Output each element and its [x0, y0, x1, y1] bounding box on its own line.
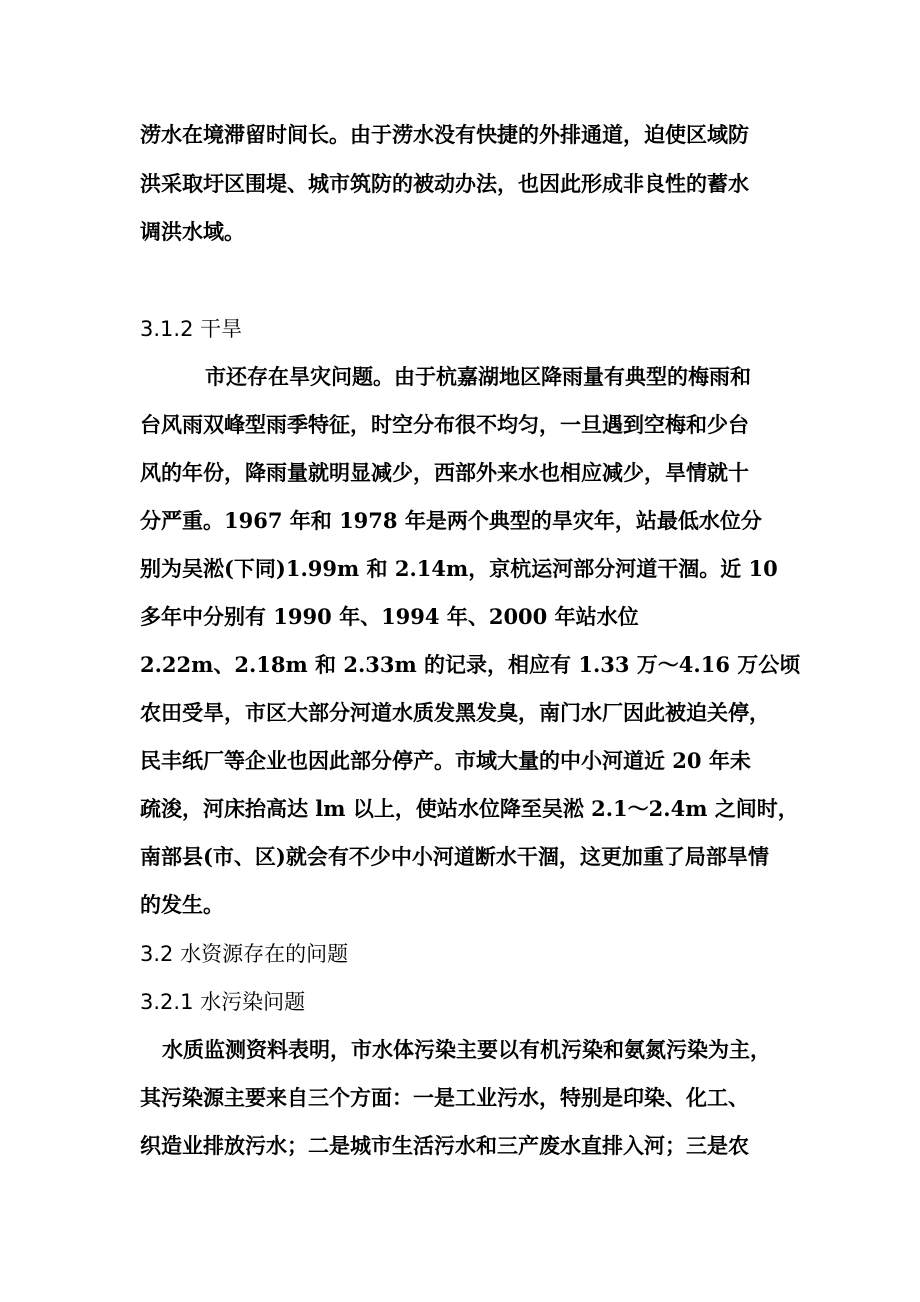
paragraph-drought-line-3: 风的年份，降雨量就明显减少，西部外来水也相应减少，旱情就十 [140, 460, 749, 485]
paragraph-drought-line-2: 台风雨双峰型雨季特征，时空分布很不均匀，一旦遇到空梅和少台 [140, 412, 749, 437]
paragraph-drought-line-9: 民丰纸厂等企业也因此部分停产。市域大量的中小河道近 20 年未 [140, 748, 751, 773]
paragraph-intro-line-3: 调洪水域。 [140, 219, 245, 244]
paragraph-intro-line-1: 涝水在境滞留时间长。由于涝水没有快捷的外排通道，迫使区域防 [140, 122, 749, 147]
paragraph-drought-line-6: 多年中分别有 1990 年、1994 年、2000 年站水位 [140, 604, 639, 629]
section-heading-water-resources: 3.2 水资源存在的问题 [140, 942, 349, 966]
paragraph-drought-line-11: 南部县(市、区)就会有不少中小河道断水干涸，这更加重了局部旱情 [140, 844, 769, 869]
paragraph-drought-line-8: 农田受旱，市区大部分河道水质发黑发臭，南门水厂因此被迫关停， [140, 700, 770, 725]
paragraph-drought-line-7: 2.22m、2.18m 和 2.33m 的记录，相应有 1.33 万～4.16 万公顷 [140, 652, 801, 677]
paragraph-pollution-line-1: 水质监测资料表明，市水体污染主要以有机污染和氨氮污染为主， [162, 1037, 771, 1062]
paragraph-drought-line-5: 别为吴淞(下同)1.99m 和 2.14m，京杭运河部分河道干涸。近 10 [140, 556, 778, 581]
paragraph-pollution-line-3: 织造业排放污水；二是城市生活污水和三产废水直排入河；三是农 [140, 1133, 749, 1158]
paragraph-drought-line-12: 的发生。 [140, 892, 224, 917]
paragraph-drought-line-4: 分严重。1967 年和 1978 年是两个典型的旱灾年，站最低水位分 [140, 508, 762, 533]
paragraph-pollution-line-2: 其污染源主要来自三个方面：一是工业污水，特别是印染、化工、 [140, 1085, 749, 1110]
paragraph-drought-line-1: 市还存在旱灾问题。由于杭嘉湖地区降雨量有典型的梅雨和 [205, 364, 751, 389]
paragraph-drought-line-10: 疏浚，河床抬高达 lm 以上，使站水位降至吴淞 2.1～2.4m 之间时， [140, 796, 799, 821]
paragraph-intro-line-2: 洪采取圩区围堤、城市筑防的被动办法，也因此形成非良性的蓄水 [140, 171, 749, 196]
section-heading-drought: 3.1.2 干旱 [140, 317, 243, 341]
section-heading-pollution: 3.2.1 水污染问题 [140, 990, 306, 1014]
